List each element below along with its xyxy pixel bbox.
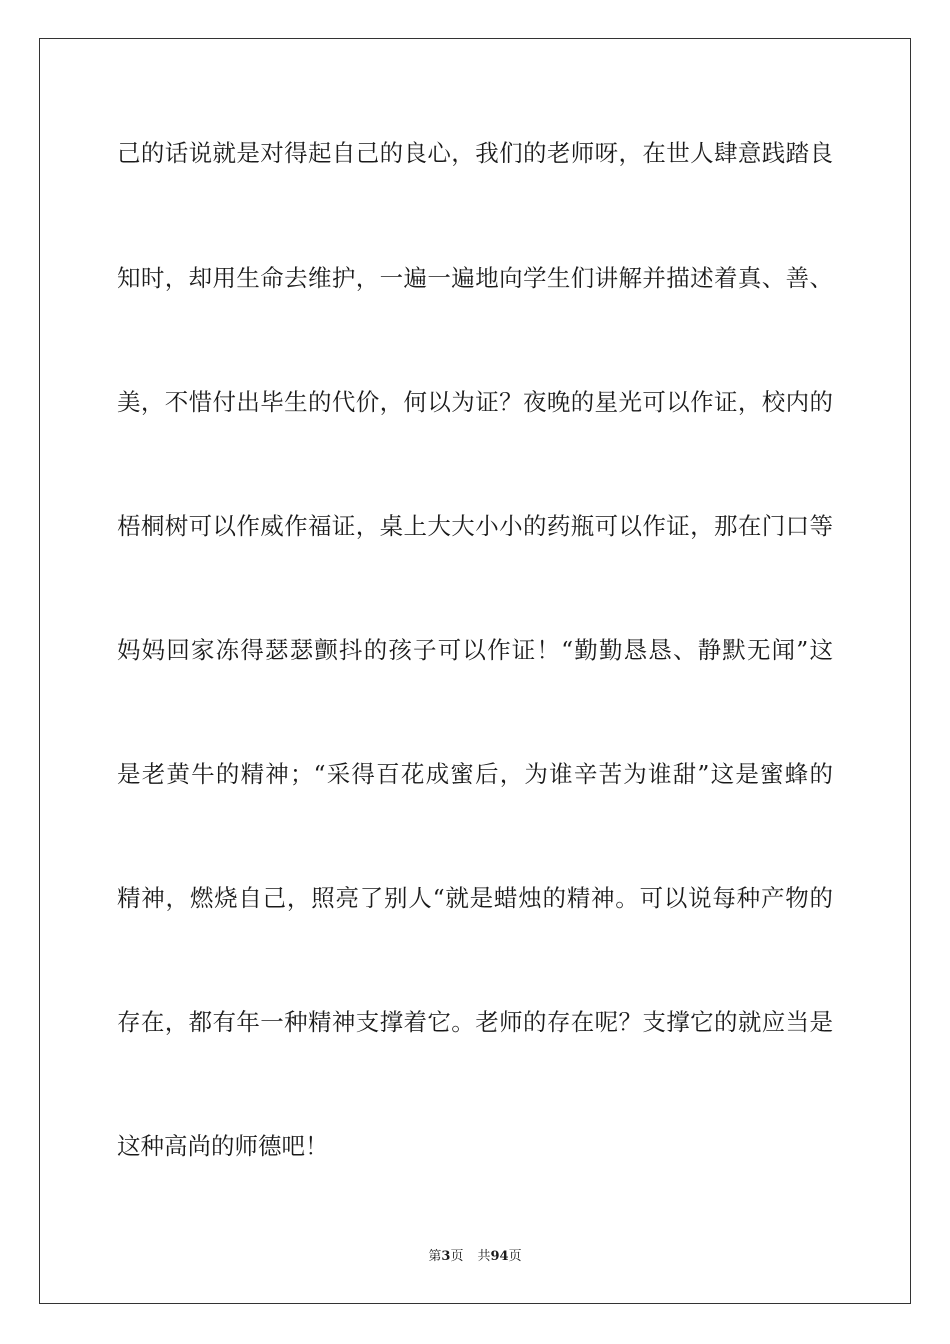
- total-pages: 94: [490, 1249, 509, 1264]
- page-border: [39, 38, 911, 1304]
- body-line-4: 梧桐树可以作威作福证，桌上大大小小的药瓶可以作证，那在门口等: [117, 512, 833, 540]
- page-prefix: 第: [428, 1249, 442, 1264]
- body-line-9: 这种高尚的师德吧！: [117, 1132, 329, 1160]
- body-line-7: 精神，燃烧自己，照亮了别人“就是蜡烛的精神。可以说每种产物的: [117, 884, 833, 912]
- page-suffix: 页: [450, 1249, 464, 1264]
- body-line-6: 是老黄牛的精神；“采得百花成蜜后，为谁辛苦为谁甜”这是蜜蜂的: [117, 760, 833, 788]
- total-prefix: 共: [477, 1249, 491, 1264]
- page-footer: [0, 1248, 950, 1266]
- body-line-5: 妈妈回家冻得瑟瑟颤抖的孩子可以作证！“勤勤恳恳、静默无闻”这: [117, 636, 833, 664]
- total-suffix: 页: [508, 1249, 522, 1264]
- page-number: 3: [441, 1249, 451, 1264]
- body-line-2: 知时，却用生命去维护，一遍一遍地向学生们讲解并描述着真、善、: [117, 264, 833, 292]
- body-line-8: 存在，都有年一种精神支撑着它。老师的存在呢？支撑它的就应当是: [117, 1008, 833, 1036]
- body-line-1: 己的话说就是对得起自己的良心，我们的老师呀，在世人肆意践踏良: [117, 139, 833, 167]
- body-line-3: 美，不惜付出毕生的代价，何以为证？夜晚的星光可以作证，校内的: [117, 388, 833, 416]
